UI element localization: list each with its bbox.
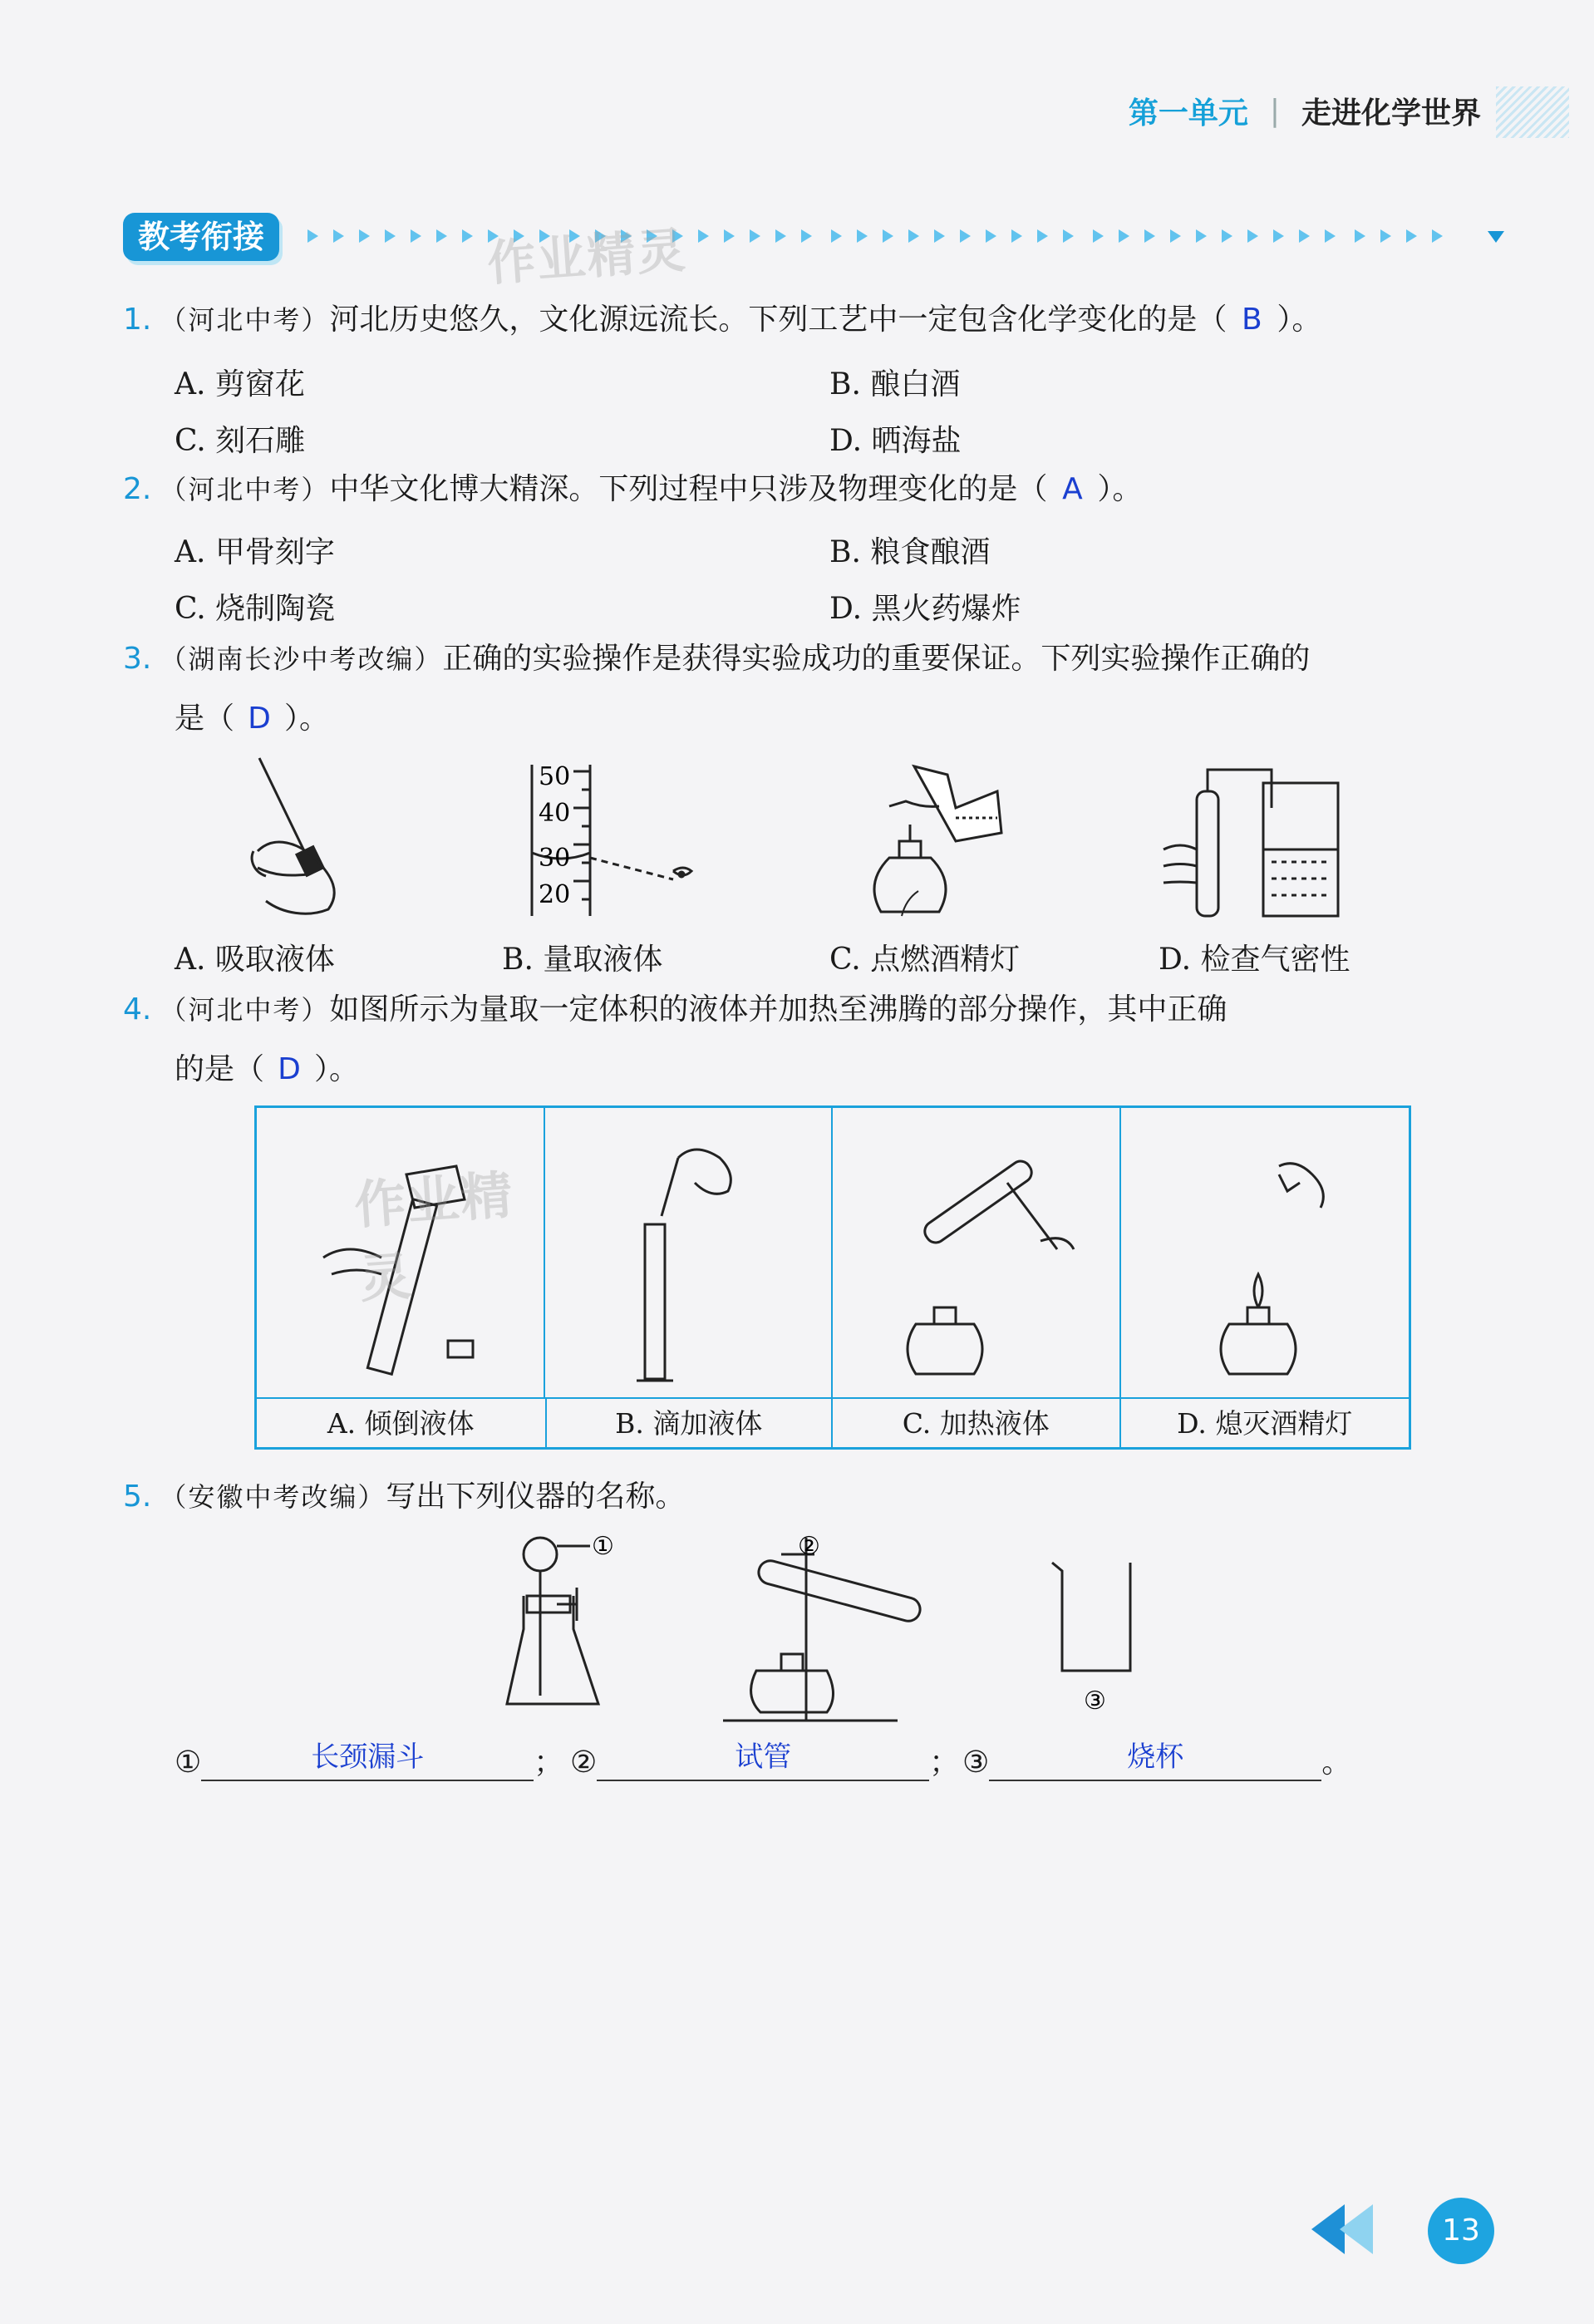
question-1	[123, 299, 1321, 341]
question-5	[123, 1476, 685, 1518]
scale-label: 50	[539, 762, 571, 791]
scale-label: 40	[539, 799, 571, 828]
question-number: 5.	[123, 1480, 152, 1514]
figure-label-a: A. 吸取液体	[175, 943, 335, 977]
cell-extinguish	[1121, 1108, 1410, 1397]
blank-marker: ③	[962, 1745, 990, 1780]
question-end: ）。	[1277, 303, 1322, 337]
scale-label: 20	[539, 880, 571, 909]
page-number: 13	[1428, 2198, 1494, 2264]
question-stem: 正确的实验操作是获得实验成功的重要保证。下列实验操作正确的	[442, 642, 1311, 676]
cell-pouring	[257, 1108, 545, 1397]
question-3	[123, 638, 1310, 680]
question-end: ）。	[314, 1052, 360, 1086]
blank-marker: ①	[175, 1745, 202, 1780]
option-b: B. 酿白酒	[829, 367, 961, 401]
question-stem: 如图所示为量取一定体积的液体并加热至沸腾的部分操作，其中正确	[329, 992, 1227, 1027]
question-2	[123, 469, 1142, 510]
answer-choice: D	[248, 702, 271, 736]
question-number: 4.	[123, 992, 152, 1027]
answer-line[interactable]	[597, 1741, 929, 1781]
answer-choice: A	[1062, 472, 1083, 506]
option-d: D. 晒海盐	[829, 424, 962, 458]
watermark: 作业精灵	[352, 1164, 516, 1310]
filled-answer: 烧杯	[1127, 1741, 1184, 1774]
question-number: 2.	[123, 472, 152, 506]
arrow-strip	[307, 229, 1479, 246]
blank-2	[570, 1739, 959, 1781]
question-source: （安徽中考改编）	[160, 1481, 386, 1513]
beaker-figure	[1047, 1554, 1147, 1721]
figure-label-b: B. 量取液体	[502, 943, 663, 977]
caption-d: D. 熄灭酒精灯	[1121, 1397, 1410, 1449]
banner-end-icon	[1488, 231, 1504, 243]
running-header	[1129, 90, 1481, 132]
scale-label: 30	[539, 844, 571, 873]
answer-line[interactable]	[989, 1741, 1321, 1781]
question-4	[123, 989, 1227, 1031]
question-source: （河北中考）	[160, 994, 330, 1026]
extinguish-figure	[1196, 1158, 1362, 1391]
blank-separator: 。	[1321, 1745, 1352, 1780]
question-3-continued	[175, 695, 329, 737]
airtight-check-figure	[1155, 758, 1363, 924]
filled-answer: 试管	[735, 1741, 792, 1774]
question-source: （河北中考）	[160, 474, 330, 505]
chapter-title: 走进化学世界	[1301, 96, 1481, 130]
question-number: 3.	[123, 642, 152, 676]
option-a: A. 甲骨刻字	[175, 535, 335, 569]
question-stem-cont: 的是（	[175, 1052, 265, 1086]
blank-3	[962, 1739, 1351, 1781]
question-stem-cont: 是（	[175, 702, 235, 736]
question-end: ）。	[1097, 472, 1143, 506]
cell-heating	[833, 1108, 1121, 1397]
question-end: ）。	[284, 702, 330, 736]
caption-b: B. 滴加液体	[545, 1397, 834, 1449]
blank-1	[175, 1739, 563, 1781]
section-banner	[123, 208, 1503, 266]
dropper-figure	[224, 751, 357, 918]
answer-line[interactable]	[201, 1741, 534, 1781]
answer-choice: D	[278, 1052, 301, 1086]
caption-c: C. 加热液体	[833, 1397, 1121, 1449]
filled-answer: 长颈漏斗	[311, 1741, 425, 1774]
blank-separator: ；	[534, 1745, 564, 1780]
marker-3: ③	[1084, 1686, 1106, 1716]
figure-label-c: C. 点燃酒精灯	[829, 943, 1021, 977]
blank-separator: ；	[929, 1745, 960, 1780]
flask-funnel-figure	[499, 1529, 623, 1721]
question-stem: 写出下列仪器的名称。	[386, 1480, 686, 1514]
option-c: C. 烧制陶瓷	[175, 592, 336, 626]
page-number-badge	[1311, 2198, 1519, 2264]
question-source: （湖南长沙中考改编）	[160, 643, 443, 675]
answer-choice: B	[1242, 303, 1262, 337]
question-4-continued	[175, 1046, 359, 1088]
figure-label-d: D. 检查气密性	[1159, 943, 1350, 977]
option-b: B. 粮食酿酒	[829, 535, 991, 569]
cell-dropping	[545, 1108, 834, 1397]
graduated-cylinder-figure	[524, 761, 706, 919]
question-stem: 河北历史悠久，文化源远流长。下列工艺中一定包含化学变化的是（	[329, 303, 1227, 337]
watermark: 作业精灵	[485, 221, 689, 293]
option-d: D. 黑火药爆炸	[829, 592, 1021, 626]
marker-1: ①	[592, 1532, 614, 1561]
header-separator: |	[1269, 94, 1280, 128]
chevron-left-icon	[1340, 2204, 1373, 2254]
unit-label: 第一单元	[1128, 96, 1248, 130]
dropping-figure	[620, 1141, 770, 1391]
header-decoration	[1496, 86, 1569, 138]
caption-a: A. 倾倒液体	[257, 1397, 545, 1449]
heating-figure	[883, 1158, 1090, 1391]
question-stem: 中华文化博大精深。下列过程中只涉及物理变化的是（	[329, 472, 1048, 506]
alcohol-lamp-figure	[856, 758, 1022, 924]
section-tag: 教考衔接	[123, 213, 279, 261]
question-number: 1.	[123, 303, 152, 337]
option-a: A. 剪窗花	[175, 367, 305, 401]
option-c: C. 刻石雕	[175, 424, 306, 458]
question-source: （河北中考）	[160, 304, 330, 336]
test-tube-stand-figure	[723, 1529, 956, 1729]
operation-table	[254, 1105, 1411, 1450]
blank-marker: ②	[570, 1745, 598, 1780]
marker-2: ②	[798, 1532, 820, 1561]
